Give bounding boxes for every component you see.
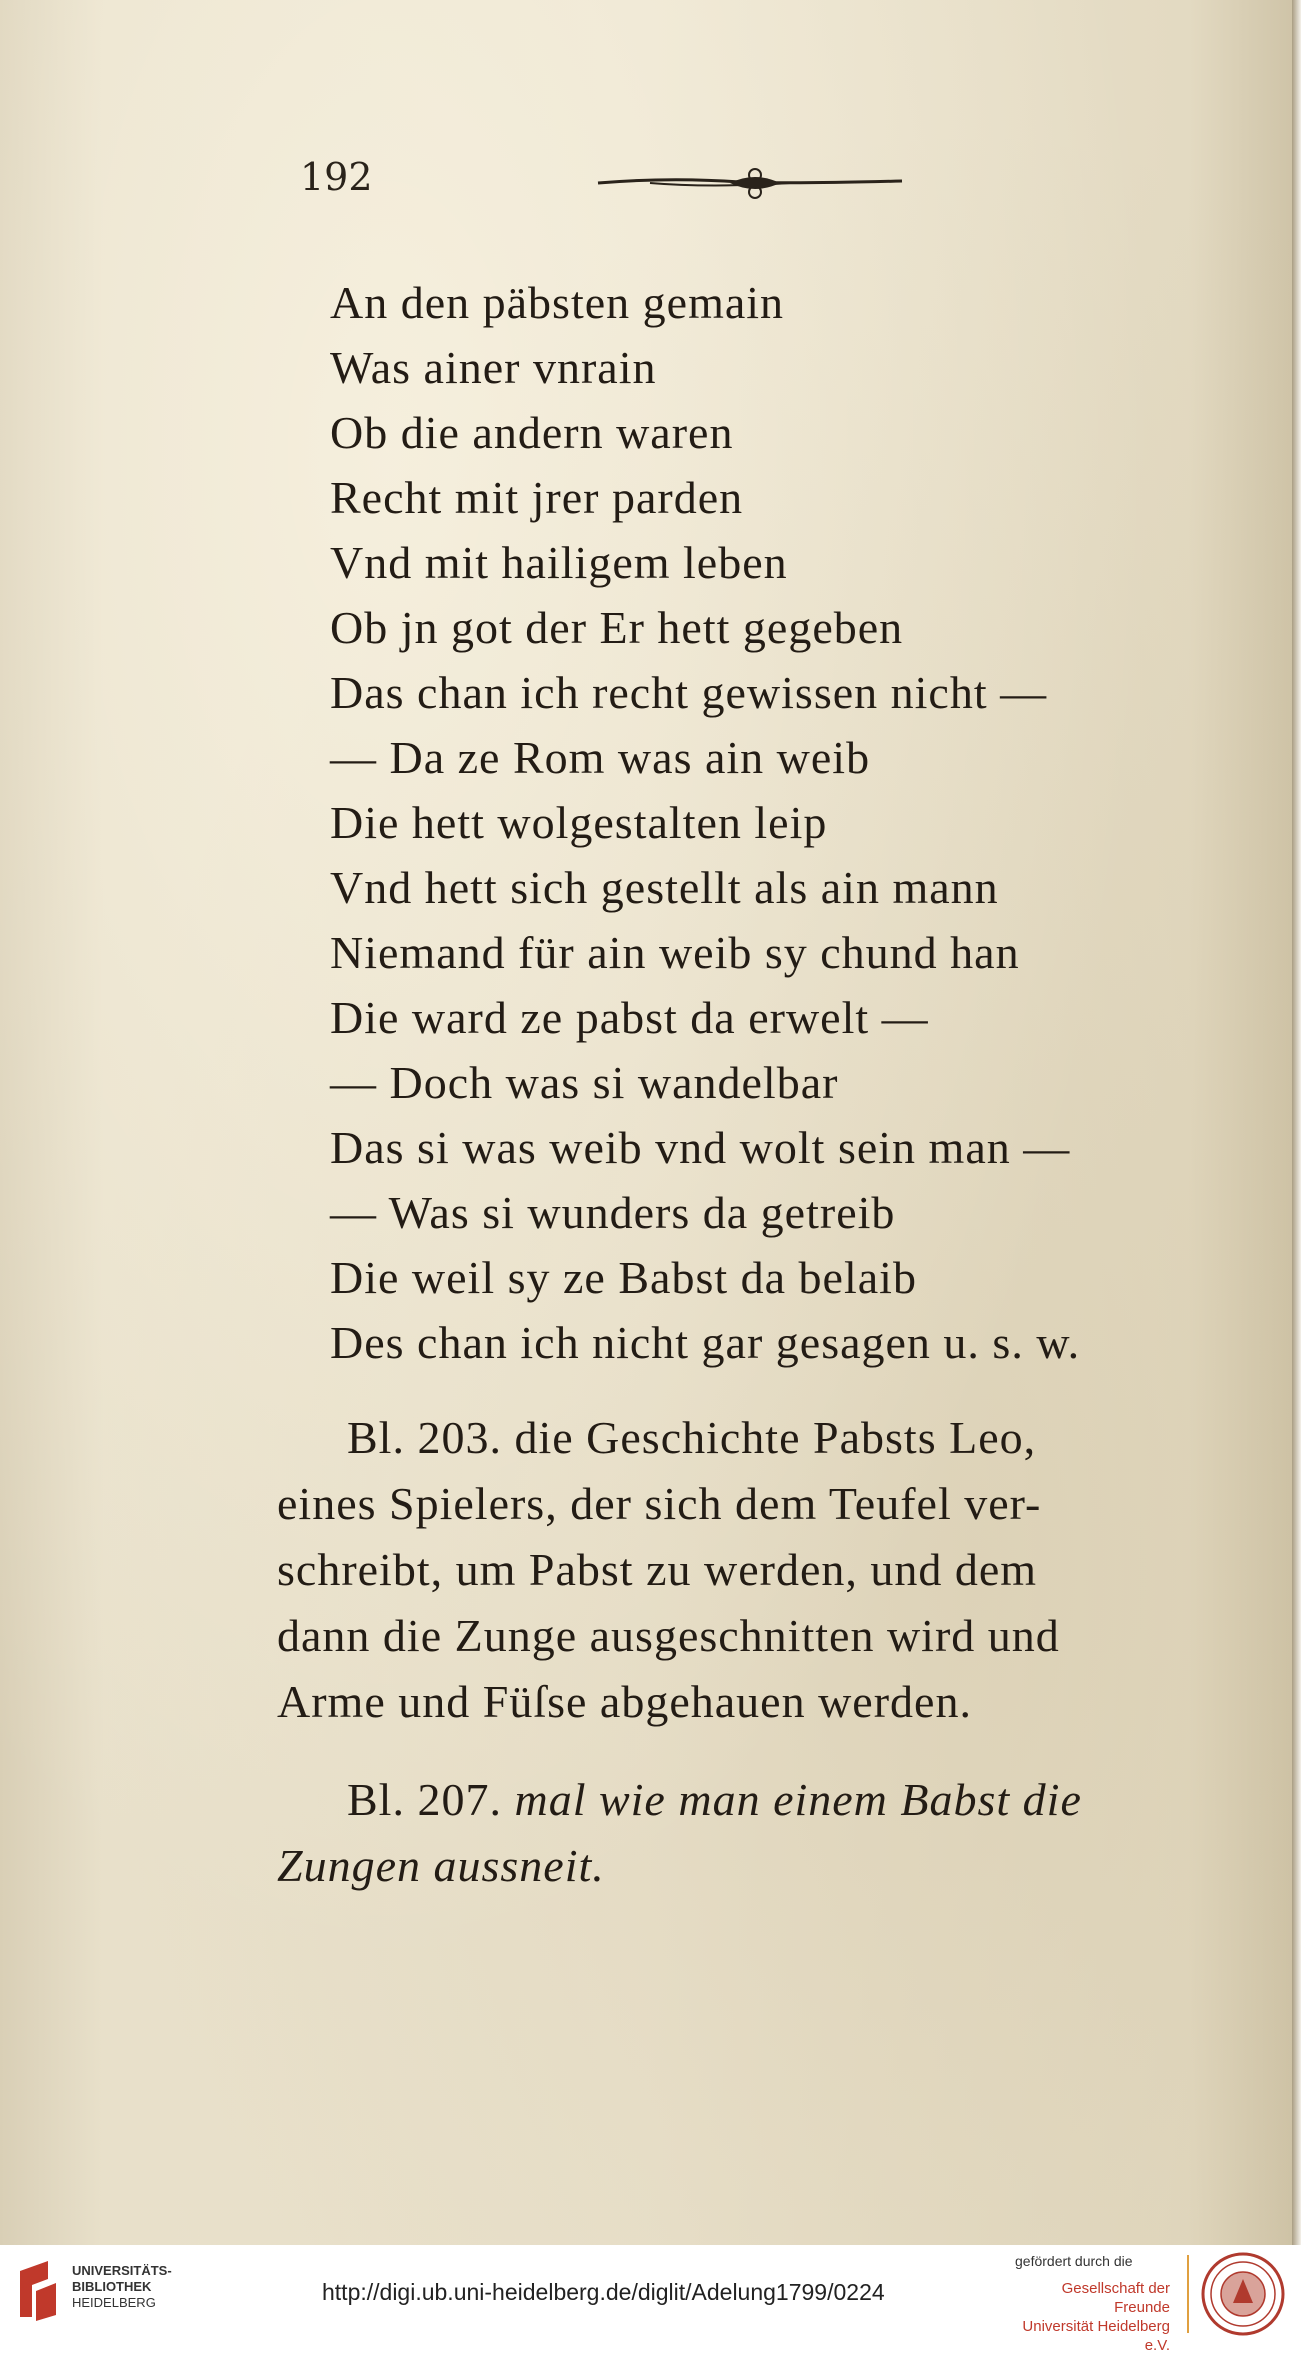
library-name-line: BIBLIOTHEK	[72, 2279, 152, 2294]
ornament-rule-icon	[590, 165, 910, 201]
page-number: 192	[300, 155, 373, 199]
verse-line: Niemand für ain weib sy chund han	[330, 927, 1020, 978]
divider	[1187, 2255, 1189, 2333]
verse-line: Vnd mit hailigem leben	[330, 537, 788, 588]
library-name-line: UNIVERSITÄTS-	[72, 2263, 172, 2278]
paragraph-line: Arme und Füſse abgehauen werden.	[277, 1676, 972, 1727]
verse-line: Die ward ze pabst da erwelt —	[330, 992, 929, 1043]
paragraph-line	[277, 1405, 1177, 1471]
folio-reference: Bl. 207.	[347, 1774, 502, 1825]
paragraph-line	[277, 1767, 1177, 1833]
paragraph-bl207	[277, 1767, 1177, 1899]
permalink-url[interactable]: http://digi.ub.uni-heidelberg.de/diglit/Adelung1799/0224	[322, 2279, 885, 2305]
verse-line: Des chan ich nicht gar gesagen u. s. w.	[330, 1317, 1081, 1368]
paragraph-text: Bl. 203. die Geschichte Pabsts Leo,	[347, 1412, 1037, 1463]
university-seal-icon[interactable]	[1200, 2251, 1286, 2337]
footer-bar	[0, 2245, 1301, 2354]
verse-line: Die weil sy ze Babst da belaib	[330, 1252, 917, 1303]
verse-line: — Was si wunders da getreib	[330, 1187, 896, 1238]
verse-line: Die hett wolgestalten leip	[330, 797, 828, 848]
library-name	[72, 2263, 172, 2311]
verse-line: — Da ze Rom was ain weib	[330, 732, 871, 783]
verse-line: Das chan ich recht gewissen nicht —	[330, 667, 1048, 718]
verse-line: Ob die andern waren	[330, 407, 734, 458]
verse-line: — Doch was si wandelbar	[330, 1057, 839, 1108]
verse-line: Das si was weib vnd wolt sein man —	[330, 1122, 1071, 1173]
italic-quote: mal wie man einem Babst die	[514, 1774, 1082, 1825]
page-edge	[1292, 0, 1301, 2245]
italic-quote: Zungen aussneit.	[277, 1840, 605, 1891]
sponsor-label: gefördert durch die	[1015, 2253, 1133, 2269]
paragraph-line: schreibt, um Pabst zu werden, und dem	[277, 1544, 1038, 1595]
library-name-line: HEIDELBERG	[72, 2295, 156, 2310]
verse-line: Vnd hett sich gestellt als ain mann	[330, 862, 999, 913]
paragraph-leo	[277, 1405, 1177, 1735]
society-line: Gesellschaft der Freunde	[1061, 2280, 1170, 2316]
paragraph-line: dann die Zunge ausgeschnitten wird und	[277, 1610, 1060, 1661]
verse-line: Recht mit jrer parden	[330, 472, 744, 523]
verse-line: Was ainer vnrain	[330, 342, 657, 393]
verse-block	[330, 270, 1210, 1375]
society-line: Universität Heidelberg e.V.	[1022, 2318, 1170, 2354]
sponsor-society[interactable]	[1010, 2279, 1170, 2355]
university-library-logo-icon[interactable]	[12, 2257, 64, 2329]
verse-line: An den päbsten gemain	[330, 277, 785, 328]
paragraph-line: eines Spielers, der sich dem Teufel ver-	[277, 1478, 1042, 1529]
verse-line: Ob jn got der Er hett gegeben	[330, 602, 904, 653]
